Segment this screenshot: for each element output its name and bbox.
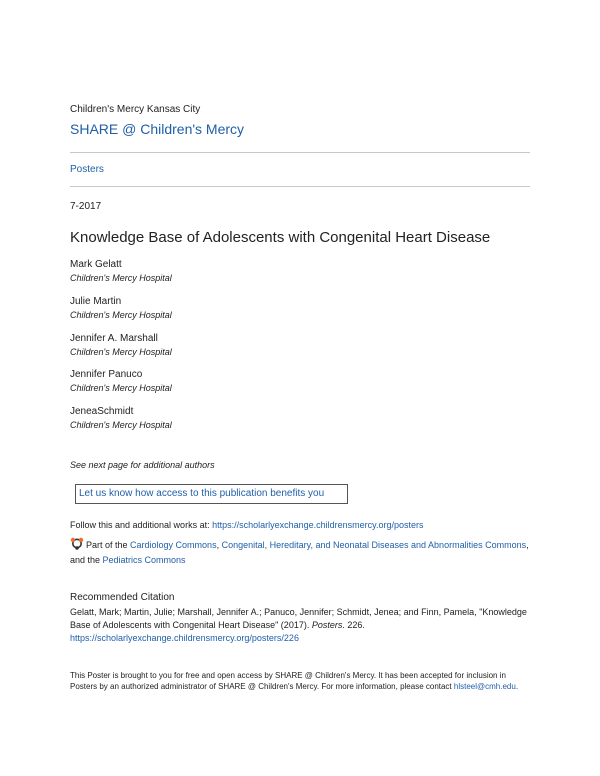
author-entry bbox=[70, 259, 172, 283]
part-of-line bbox=[70, 537, 530, 568]
benefit-feedback-link[interactable]: Let us know how access to this publication benefits you bbox=[75, 484, 348, 504]
citation-url-link[interactable]: https://scholarlyexchange.childrensmercy.org/posters/226 bbox=[70, 633, 299, 643]
citation-heading: Recommended Citation bbox=[70, 592, 175, 603]
collection-link[interactable]: Posters bbox=[70, 164, 104, 175]
author-affiliation: Children's Mercy Hospital bbox=[70, 310, 172, 320]
author-entry bbox=[70, 406, 172, 430]
citation-text bbox=[70, 606, 530, 645]
notice-end: . bbox=[515, 682, 519, 691]
author-affiliation: Children's Mercy Hospital bbox=[70, 273, 172, 283]
author-name: Mark Gelatt bbox=[70, 259, 122, 270]
separator: , and the bbox=[70, 540, 529, 565]
citation-body: Gelatt, Mark; Martin, Julie; Marshall, Jennifer A.; Panuco, Jennifer; Schmidt, Jenea; and Finn, Pamela, "Knowledge Base of Adolescents with Congenital Heart Disease" (2017). bbox=[70, 607, 527, 630]
author-name: Jennifer Panuco bbox=[70, 369, 143, 380]
author-affiliation: Children's Mercy Hospital bbox=[70, 383, 172, 393]
institution-name: Children's Mercy Kansas City bbox=[70, 104, 201, 115]
notice-text: This Poster is brought to you for free and open access by SHARE @ Children's Mercy. It has been accepted for inclusion in Posters by an authorized administrator of SHARE @ Children's Mercy. For more information, please contact bbox=[70, 671, 506, 691]
author-entry bbox=[70, 333, 172, 357]
part-of-prefix: Part of the bbox=[86, 540, 131, 550]
document-title: Knowledge Base of Adolescents with Congenital Heart Disease bbox=[70, 229, 491, 246]
author-name: JeneaSchmidt bbox=[70, 406, 134, 417]
network-icon bbox=[70, 537, 84, 550]
congenital-commons-link[interactable]: Congenital, Hereditary, and Neonatal Diseases and Abnormalities Commons bbox=[221, 540, 527, 550]
author-entry bbox=[70, 296, 172, 320]
repository-link[interactable]: SHARE @ Children's Mercy bbox=[70, 121, 245, 137]
citation-number: . 226. bbox=[342, 620, 365, 630]
posters-url-link[interactable]: https://scholarlyexchange.childrensmercy.org/posters bbox=[212, 520, 424, 530]
publication-date: 7-2017 bbox=[70, 201, 102, 212]
divider bbox=[70, 186, 530, 187]
citation-series: Posters bbox=[311, 620, 343, 630]
follow-line bbox=[70, 520, 424, 530]
cardiology-commons-link[interactable]: Cardiology Commons bbox=[130, 540, 217, 550]
divider bbox=[70, 152, 530, 153]
author-name: Jennifer A. Marshall bbox=[70, 333, 158, 344]
access-notice bbox=[70, 670, 530, 692]
pediatrics-commons-link[interactable]: Pediatrics Commons bbox=[102, 555, 186, 565]
contact-email-link[interactable]: hlsteel@cmh.edu bbox=[453, 682, 516, 691]
author-affiliation: Children's Mercy Hospital bbox=[70, 420, 172, 430]
see-next-page-note: See next page for additional authors bbox=[70, 460, 215, 470]
author-name: Julie Martin bbox=[70, 296, 122, 307]
author-entry bbox=[70, 369, 172, 393]
author-affiliation: Children's Mercy Hospital bbox=[70, 347, 172, 357]
separator: , bbox=[216, 540, 222, 550]
follow-prefix: Follow this and additional works at: bbox=[70, 520, 213, 530]
